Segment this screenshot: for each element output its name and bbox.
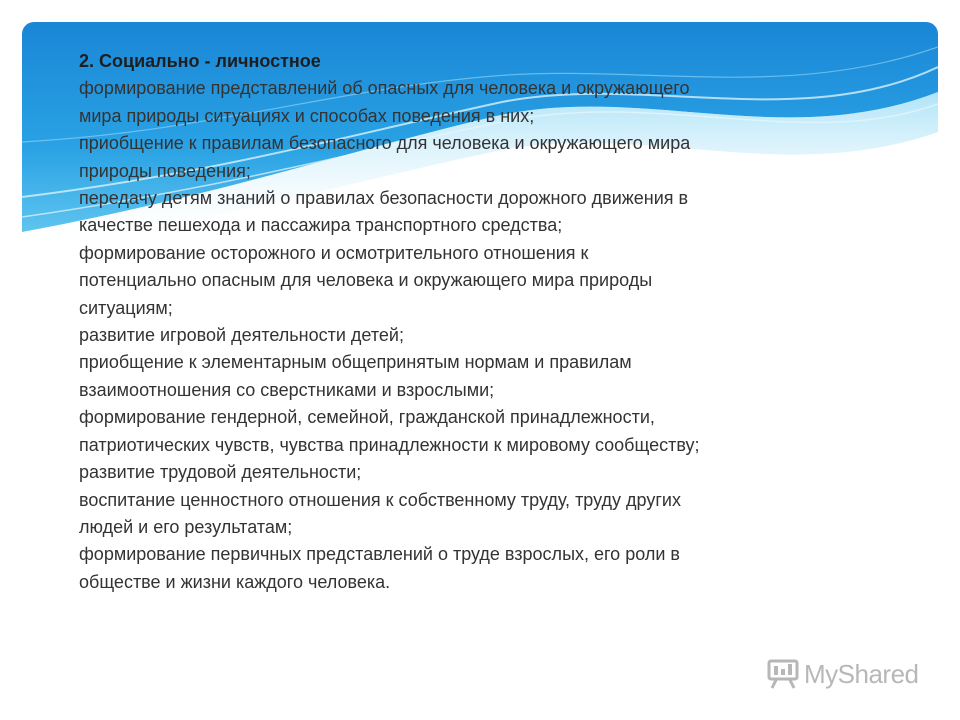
text-line: формирование осторожного и осмотрительного отношения к — [79, 242, 589, 263]
text-line: формирование представлений об опасных для человека и окружающего — [79, 78, 690, 99]
watermark-text: MyShared — [804, 658, 919, 689]
text-line: развитие трудовой деятельности; — [79, 462, 362, 483]
content-text — [79, 48, 879, 596]
text-line: передачу детям знаний о правилах безопасности дорожного движения в — [79, 188, 689, 209]
text-line: приобщение к элементарным общепринятым нормам и правилам — [79, 352, 632, 373]
text-line: мира природы ситуациях и способах поведения в них; — [79, 105, 535, 126]
presentation-board-icon — [766, 658, 800, 690]
text-line: природы поведения; — [79, 160, 251, 181]
myshared-watermark — [766, 656, 919, 692]
text-line: формирование первичных представлений о труде взрослых, его роли в — [79, 544, 680, 565]
text-line: ситуациям; — [79, 297, 173, 318]
slide — [22, 22, 938, 674]
section-heading: 2. Социально - личностное — [79, 51, 321, 71]
text-line: потенциально опасным для человека и окружающего мира природы — [79, 270, 653, 291]
text-line: патриотических чувств, чувства принадлежности к мировому сообществу; — [79, 434, 700, 455]
text-line: формирование гендерной, семейной, гражданской принадлежности, — [79, 407, 655, 428]
text-line: качестве пешехода и пассажира транспортного средства; — [79, 215, 563, 236]
text-line: воспитание ценностного отношения к собственному труду, труду других — [79, 489, 681, 510]
text-line: развитие игровой деятельности детей; — [79, 325, 404, 346]
text-line: взаимоотношения со сверстниками и взрослыми; — [79, 379, 495, 400]
text-line: приобщение к правилам безопасного для человека и окружающего мира — [79, 133, 691, 154]
text-line: обществе и жизни каждого человека. — [79, 571, 391, 592]
text-line: людей и его результатам; — [79, 516, 293, 537]
